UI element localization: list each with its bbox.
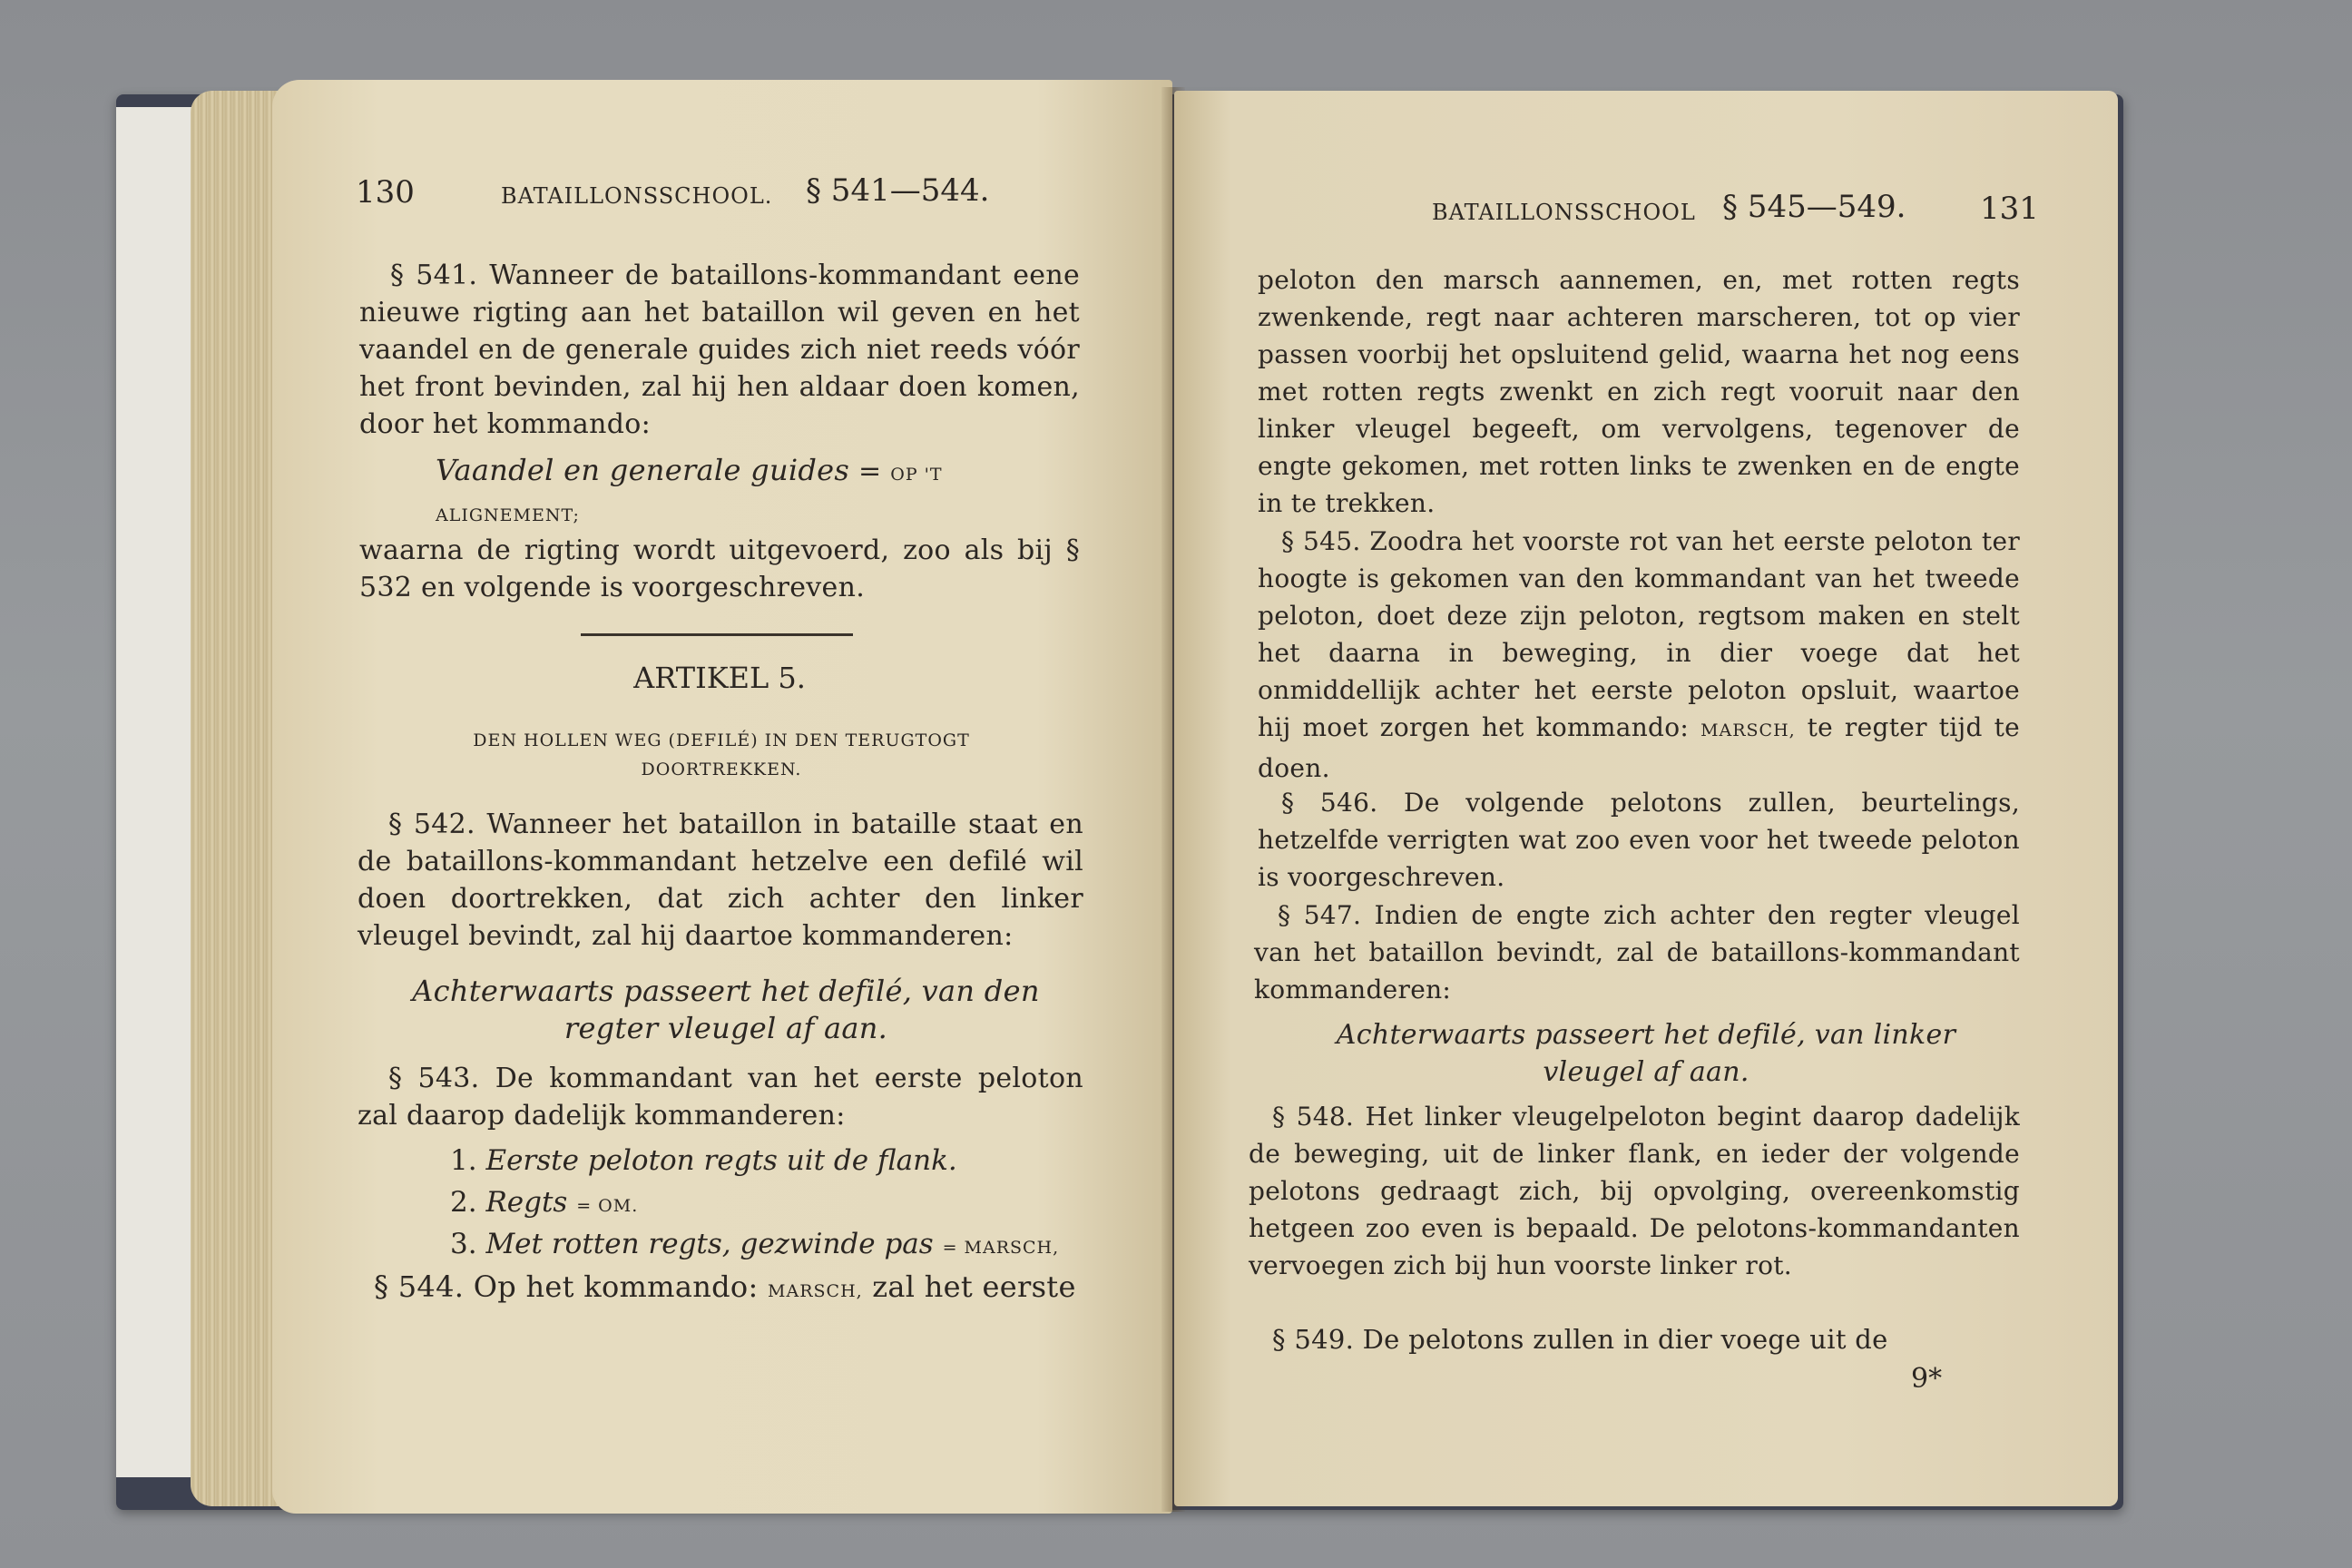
section-range-left: § 541—544. (806, 172, 990, 209)
paragraph-545 (1258, 523, 2020, 787)
paragraph-542 (358, 806, 1083, 955)
endpaper (116, 107, 198, 1477)
command-small-caps: MARSCH, (768, 1281, 863, 1301)
command-small-caps: OP 'T ALIGNEMENT; (436, 465, 943, 525)
paragraph-546 (1258, 784, 2020, 896)
section-label: § 541. (390, 260, 478, 291)
paragraph-text: Indien de engte zich achter den regter vleugel van het bataillon bevindt, zal de bataillons-kommandant kommanderen: (1254, 900, 2021, 1004)
right-page (1174, 91, 2118, 1506)
section-label: § 543. (388, 1063, 480, 1094)
paragraph-541-continued: waarna de rigting wordt uitgevoerd, zoo als bij § 532 en volgende is voorgeschreven. (359, 534, 1080, 603)
page-number-right: 131 (1980, 191, 2039, 227)
signature-mark: 9* (1911, 1363, 1943, 1395)
list-item (450, 1142, 1067, 1183)
command-equals: = (849, 456, 891, 487)
paragraph-text: Wanneer het bataillon in bataille staat en de bataillons-kommandant hetzelve een defilé wil doen doortrekken, dat zich achter den linker vleugel bevindt, zal hij daartoe kommanderen: (358, 808, 1083, 952)
paragraph-541 (359, 257, 1080, 443)
section-label: § 549. (1272, 1324, 1355, 1355)
command-3: Achterwaarts passeert het defilé, van linker vleugel af aan. (1336, 1019, 1956, 1088)
section-range-right: § 545—549. (1722, 189, 1906, 225)
running-head-right: BATAILLONSSCHOOL (1432, 200, 1696, 225)
page-number-left: 130 (356, 174, 415, 211)
command-list (450, 1142, 1067, 1267)
section-label: § 544. (374, 1269, 465, 1304)
section-label: § 548. (1272, 1102, 1355, 1132)
list-small-caps: = OM. (576, 1196, 639, 1216)
article-title: ARTIKEL 5. (633, 661, 806, 695)
running-head-left: BATAILLONSSCHOOL. (501, 183, 773, 209)
paragraph-547 (1254, 897, 2020, 1008)
command-small-caps: MARSCH, (1700, 720, 1796, 740)
paragraph-text: De kommandant van het eerste peloton zal daarop dadelijk kommanderen: (358, 1063, 1083, 1132)
paragraph-text: te regter tijd te doen. (1258, 712, 2020, 783)
command-2: Achterwaarts passeert het defilé, van den regter vleugel af aan. (412, 974, 1040, 1045)
paragraph-continued: peloton den marsch aannemen, en, met rotten regts zwenkende, regt naar achteren marscheren, tot op vier passen voorbij het opsluitend gelid, waarna het nog eens met rotten regts zwenkt en zich regt vooruit naar den linker vleugel begeeft, om vervolgens, tegenover de engte gekomen, met rotten links te zwenken en de engte in te trekken. (1258, 265, 2020, 518)
list-item (450, 1225, 1067, 1267)
list-small-caps: = MARSCH, (942, 1238, 1060, 1258)
section-label: § 542. (388, 808, 475, 840)
paragraph-text: Het linker vleugelpeloton begint daarop dadelijk de beweging, uit de linker flank, en ieder der volgende pelotons gedraagt zich, bij opvolging, overeenkomstig hetgeen zoo even is bepaald. De pelotons-kommandanten vervoegen zich bij hun voorste linker rot. (1249, 1102, 2020, 1280)
section-label: § 546. (1281, 788, 1378, 818)
article-subtitle: DEN HOLLEN WEG (DEFILÉ) IN DEN TERUGTOGT DOORTREKKEN. (473, 730, 970, 779)
section-label: § 545. (1281, 526, 1361, 556)
section-label: § 547. (1278, 900, 1362, 930)
list-italic: Regts (485, 1186, 568, 1219)
list-number: 2. (450, 1186, 477, 1219)
section-divider (581, 633, 853, 636)
paragraph-text: zal het eerste (872, 1269, 1076, 1304)
paragraph-543 (358, 1060, 1083, 1134)
left-page (272, 80, 1172, 1514)
command-1 (436, 452, 1053, 534)
list-italic: Met rotten regts, gezwinde pas (485, 1228, 934, 1260)
paragraph-text: Op het kommando: (473, 1269, 759, 1304)
paragraph-544 (374, 1269, 1100, 1310)
list-italic: Eerste peloton regts uit de flank. (485, 1144, 957, 1177)
paragraph-text: De volgende pelotons zullen, beurtelings, hetzelfde verrigten wat zoo even voor het tweede peloton is voorgeschreven. (1258, 788, 2021, 892)
list-number: 1. (450, 1144, 477, 1177)
list-number: 3. (450, 1228, 477, 1260)
paragraph-548 (1249, 1098, 2020, 1284)
paragraph-text: Wanneer de bataillons-kommandant eene nieuwe rigting aan het bataillon wil geven en het vaandel en de generale guides zich niet reeds vóór het front bevinden, zal hij hen aldaar doen komen, door het kommando: (359, 260, 1080, 440)
paragraph-text: De pelotons zullen in dier voege uit de (1362, 1324, 1888, 1355)
command-italic: Vaandel en generale guides (436, 453, 850, 487)
list-item (450, 1183, 1067, 1225)
paragraph-text: Zoodra het voorste rot van het eerste peloton ter hoogte is gekomen van den kommandant van het tweede peloton, doet deze zijn peloton, regtsom maken en stelt het daarna in beweging, in dier voege dat het onmiddellijk achter het eerste peloton opsluit, waartoe hij moet zorgen het kommando: (1258, 526, 2021, 742)
paragraph-549 (1272, 1321, 2016, 1358)
